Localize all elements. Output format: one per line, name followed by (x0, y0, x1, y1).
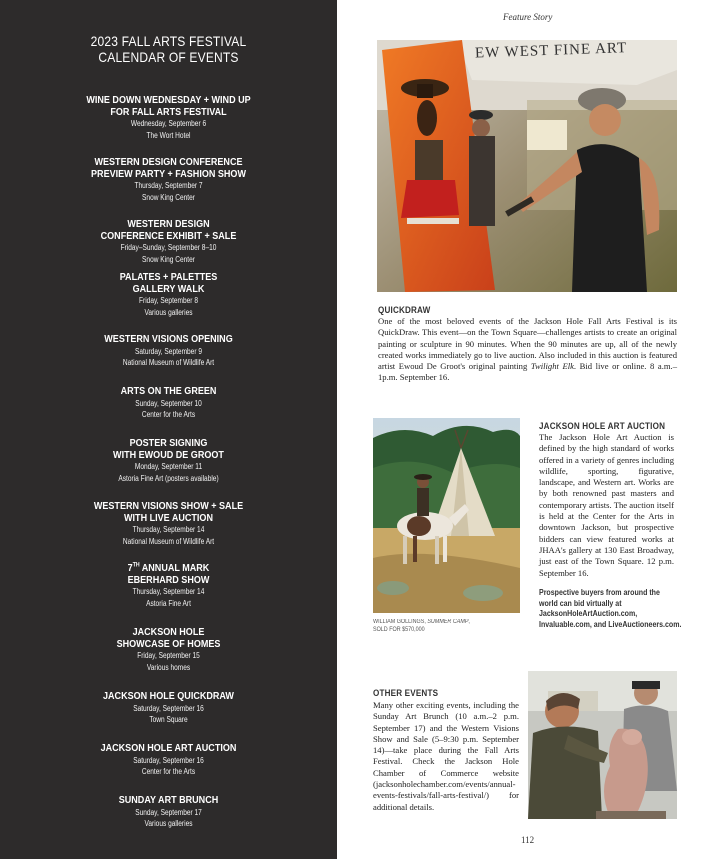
auction-body: The Jackson Hole Art Auction is defined by the high standard of works offered in a variety of genres including wildlife, sporting, figurative, landscape, and Western art. Works are by both renowned past masters and contemporary artists. The auction itself is held at the Center for the Arts in downtown Jackson, but prospective bidders can view featured works at JHAA's gallery at 130 East Broadway, just east of the Town Square. 12 p.m. September 16. (539, 432, 674, 578)
event-name (24, 691, 314, 703)
bidding-note-line3: JacksonHoleArtAuction.com, (539, 609, 638, 618)
event-venue: Snow King Center (142, 192, 195, 202)
page-number: 112 (521, 835, 535, 845)
event-item (0, 386, 337, 421)
event-name-line2: FOR FALL ARTS FESTIVAL (110, 105, 227, 118)
event-name (24, 795, 314, 807)
gallery-banner-text: EW WEST FINE ART (474, 40, 628, 62)
event-date: Saturday, September 9 (135, 346, 202, 356)
event-venue: Various homes (146, 662, 191, 672)
event-name-line2: EBERHARD SHOW (127, 573, 210, 586)
painting-sold-price: SOLD FOR $570,000 (373, 627, 425, 633)
other-events-heading: OTHER EVENTS (373, 688, 439, 698)
event-date: Sunday, September 17 (135, 807, 202, 817)
event-ordinal-suffix: TH (132, 562, 140, 569)
event-name (24, 386, 314, 398)
event-name (24, 157, 314, 180)
event-item (0, 438, 337, 484)
event-item (0, 334, 337, 369)
auction-heading: JACKSON HOLE ART AUCTION (539, 421, 666, 431)
calendar-title-line1: 2023 FALL ARTS FESTIVAL (90, 33, 247, 49)
event-date: Saturday, September 16 (133, 703, 204, 713)
event-name-line1 (24, 563, 314, 575)
event-venue: National Museum of Wildlife Art (122, 536, 215, 546)
event-name-line2: PREVIEW PARTY + FASHION SHOW (91, 167, 246, 180)
painting-title-suffix: , (468, 619, 470, 625)
event-date: Thursday, September 14 (132, 525, 205, 534)
event-name (24, 563, 314, 586)
quickdraw-heading: QUICKDRAW (378, 305, 431, 315)
summer-camp-painting-art (373, 418, 520, 613)
event-name-line2: WITH EWOUD DE GROOT (113, 448, 224, 461)
section-label: Feature Story (503, 12, 553, 22)
event-venue: Town Square (149, 715, 188, 724)
event-name (24, 438, 314, 461)
event-date: Monday, September 11 (134, 462, 203, 471)
summer-camp-painting (373, 418, 520, 613)
event-item (0, 157, 337, 203)
event-name-line1: WESTERN DESIGN CONFERENCE (94, 156, 243, 168)
event-name (24, 627, 314, 650)
event-name-line2: GALLERY WALK (132, 282, 205, 295)
bidding-note-line1: Prospective buyers from around the (539, 588, 660, 597)
event-name-line1: WINE DOWN WEDNESDAY + WIND UP (86, 94, 251, 106)
sculptor-photo (528, 671, 677, 819)
painting-title: SUMMER CAMP (427, 619, 469, 625)
event-name-line1: SUNDAY ART BRUNCH (118, 794, 219, 806)
event-date: Sunday, September 10 (135, 398, 202, 408)
event-name-line1: ARTS ON THE GREEN (120, 385, 217, 397)
bidding-note-line4: Invaluable.com, and LiveAuctioneers.com. (539, 619, 682, 629)
event-name (24, 219, 314, 242)
painting-caption (373, 618, 470, 634)
event-name-line1: WESTERN VISIONS OPENING (104, 333, 233, 345)
event-date: Saturday, September 16 (133, 755, 204, 765)
event-venue: National Museum of Wildlife Art (122, 358, 215, 367)
event-venue: Astoria Fine Art (posters available) (118, 473, 219, 483)
sculptor-photo-art (528, 671, 677, 819)
event-name (24, 95, 314, 118)
quickdraw-photo (377, 40, 677, 292)
quickdraw-painting-title: Twilight Elk (530, 361, 574, 372)
event-name-line1: JACKSON HOLE ART AUCTION (100, 742, 237, 754)
quickdraw-body-end: . Bid live or online. 8 a.m.–1p.m. September 16. (378, 361, 677, 383)
quickdraw-body (378, 316, 677, 384)
event-name-line2: SHOWCASE OF HOMES (116, 637, 221, 650)
quickdraw-body-text: One of the most beloved events of the Jackson Hole Fall Arts Festival is its QuickDraw. This event—on the Town Square—challenges artists to create an original painting or sculpture in 90 minutes. When the 90 minutes are up, all of the newly created works immediately go to live auction. Also included in this auction is featured artist Ewoud De Groot's original painting (378, 316, 677, 372)
bidding-note-line2: world can bid virtually at (539, 598, 622, 608)
calendar-title (24, 33, 314, 65)
event-date: Friday, September 8 (139, 296, 198, 305)
event-venue: Various galleries (144, 819, 193, 828)
event-item (0, 563, 337, 609)
event-name (24, 334, 314, 346)
calendar-title-line2: CALENDAR OF EVENTS (98, 49, 239, 65)
event-venue: Various galleries (144, 307, 193, 317)
event-name-rest: ANNUAL MARK (139, 562, 210, 574)
event-name (24, 501, 314, 524)
event-name-line1: JACKSON HOLE QUICKDRAW (103, 690, 234, 702)
event-name (24, 743, 314, 755)
event-name-line2: CONFERENCE EXHIBIT + SALE (100, 229, 237, 242)
calendar-sidebar (0, 0, 337, 859)
event-date: Wednesday, September 6 (130, 119, 207, 128)
event-venue: Center for the Arts (141, 767, 196, 776)
event-item (0, 219, 337, 265)
event-date: Friday, September 15 (137, 651, 200, 660)
event-date: Thursday, September 14 (132, 587, 205, 596)
event-name-line2: WITH LIVE AUCTION (124, 511, 213, 524)
event-item (0, 743, 337, 778)
event-item (0, 691, 337, 726)
painting-artist: WILLIAM GOLLINGS, (373, 619, 428, 625)
event-name-line1: WESTERN VISIONS SHOW + SALE (93, 500, 244, 512)
event-name-line1: PALATES + PALETTES (119, 271, 218, 283)
other-events-body: Many other exciting events, including the Sunday Art Brunch (10 a.m.–2 p.m. September 17) and the Western Visions Show and Sale (5–9:30 p.m. September 14)—take place during the Fall Arts Festival. Check the Jackson Hole Chamber of Commerce website (jacksonholechamber.com/events/annual-events-festivals/fall-arts-festival/) for additional details. (373, 700, 519, 812)
event-item (0, 272, 337, 318)
event-date: Thursday, September 7 (134, 181, 203, 190)
event-venue: The Wort Hotel (146, 130, 191, 140)
painting-caption-title-line (373, 618, 470, 626)
event-venue: Astoria Fine Art (146, 598, 191, 608)
event-item (0, 95, 337, 141)
event-name (24, 272, 314, 295)
quickdraw-photo-art (377, 40, 677, 292)
event-venue: Center for the Arts (141, 410, 196, 419)
event-item (0, 795, 337, 830)
event-item (0, 501, 337, 547)
event-name-line1: JACKSON HOLE (132, 626, 205, 638)
event-venue: Snow King Center (142, 254, 195, 264)
event-name-line1: WESTERN DESIGN (127, 218, 210, 230)
event-name-line1: POSTER SIGNING (129, 437, 208, 449)
auction-bidding-note (539, 588, 681, 630)
event-date: Friday–Sunday, September 8–10 (120, 243, 217, 252)
event-ordinal-number: 7 (127, 562, 133, 574)
event-item (0, 627, 337, 673)
